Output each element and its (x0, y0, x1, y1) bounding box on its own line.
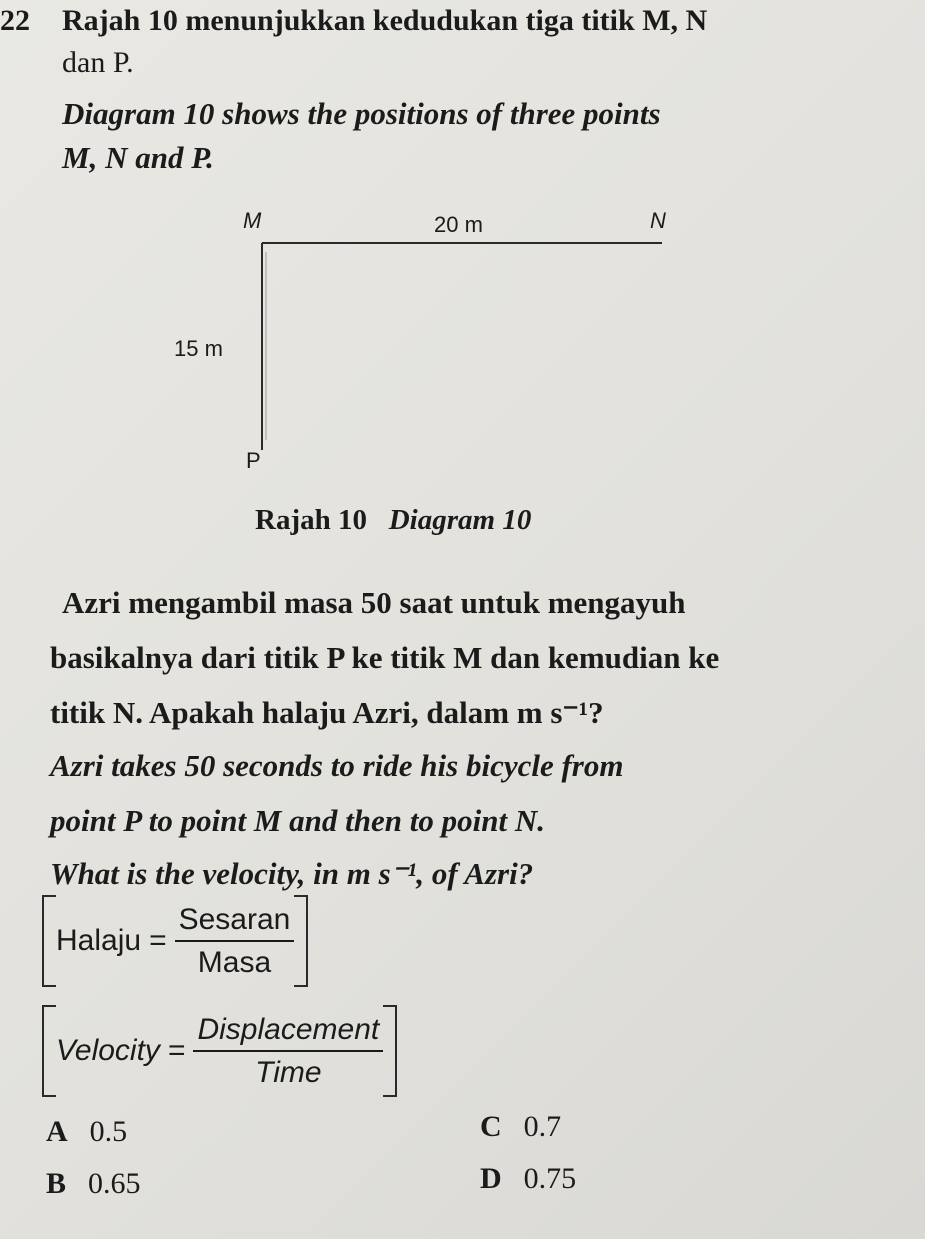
option-b[interactable] (46, 1167, 141, 1201)
question-english-line-2: M, N and P. (62, 140, 214, 175)
option-value: 0.7 (523, 1110, 562, 1143)
option-c[interactable] (480, 1110, 561, 1144)
body-english-line-3: What is the velocity, in m s⁻¹, of Azri? (50, 856, 534, 891)
bracket-right (383, 1005, 397, 1097)
question-malay-line-2: dan P. (62, 46, 134, 79)
option-letter: B (46, 1167, 67, 1200)
formula-malay-lhs: Halaju (56, 924, 142, 957)
formula-english-numerator: Displacement (193, 1013, 383, 1052)
body-english-line-2: point P to point M and then to point N. (50, 803, 545, 838)
diagram-caption (255, 504, 531, 537)
body-malay-line-2: basikalnya dari titik P ke titik M dan kemudian ke (50, 640, 720, 675)
caption-english: Diagram 10 (388, 504, 532, 536)
point-n-label: N (650, 208, 666, 233)
formula-english (42, 1005, 397, 1097)
question-english-line-1: Diagram 10 shows the positions of three points (62, 96, 661, 131)
question-malay-line-1: Rajah 10 menunjukkan kedudukan tiga titik M, N (62, 4, 708, 37)
distance-mn-label: 20 m (434, 212, 483, 237)
option-value: 0.5 (89, 1115, 128, 1148)
bracket-left (42, 1005, 56, 1097)
option-d[interactable] (480, 1162, 576, 1196)
option-letter: C (480, 1110, 502, 1143)
body-malay-line-1: Azri mengambil masa 50 saat untuk mengayuh (62, 585, 686, 620)
formula-malay-numerator: Sesaran (175, 903, 295, 942)
formula-malay-equals: = (149, 924, 167, 957)
caption-malay: Rajah 10 (255, 504, 367, 536)
option-a[interactable] (46, 1115, 127, 1149)
formula-malay-denominator: Masa (197, 945, 272, 979)
body-english-line-1: Azri takes 50 seconds to ride his bicycle from (50, 748, 624, 783)
option-letter: D (480, 1162, 502, 1195)
option-value: 0.75 (523, 1162, 577, 1195)
option-value: 0.65 (88, 1167, 141, 1200)
formula-malay (42, 895, 308, 987)
formula-english-denominator: Time (255, 1055, 322, 1089)
bracket-right (294, 895, 308, 987)
body-malay-line-3: titik N. Apakah halaju Azri, dalam m s⁻¹? (50, 695, 604, 730)
option-letter: A (46, 1115, 68, 1148)
point-p-label: P (246, 448, 261, 473)
question-number: 22 (0, 4, 30, 37)
formula-english-equals: = (167, 1034, 186, 1067)
point-m-label: M (243, 208, 262, 233)
formula-english-fraction (193, 1013, 383, 1090)
bracket-left (42, 895, 56, 987)
formula-malay-fraction (175, 903, 295, 980)
formula-english-lhs: Velocity (56, 1034, 160, 1067)
distance-mp-label: 15 m (174, 336, 223, 361)
